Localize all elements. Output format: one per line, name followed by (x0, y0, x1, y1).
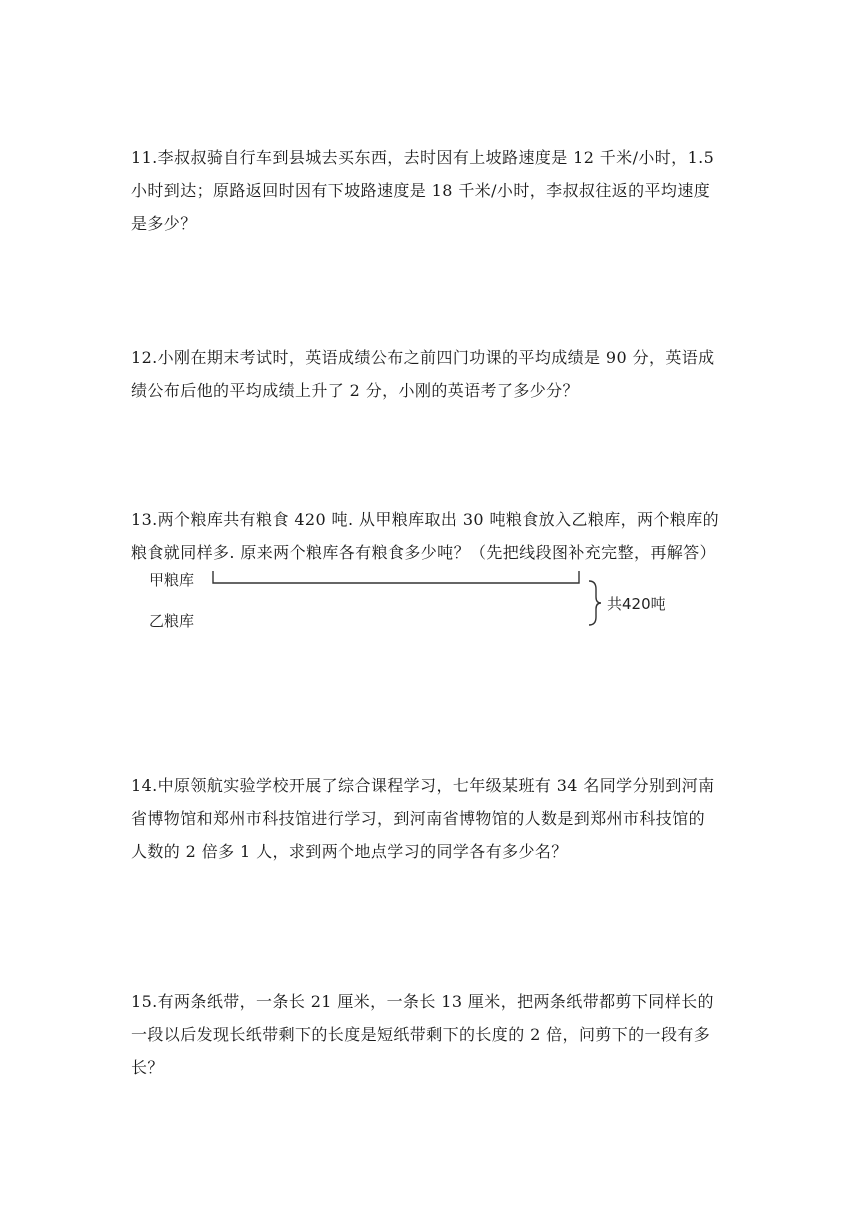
problem-text-line: 小时到达；原路返回时因有下坡路速度是 18 千米/小时，李叔叔往返的平均速度 (131, 181, 711, 200)
total-label: 共420吨 (607, 595, 666, 613)
line-segment-diagram (140, 565, 720, 645)
problem-text-line: 人数的 2 倍多 1 人，求到两个地点学习的同学各有多少名？ (131, 842, 568, 861)
problem-text-line: 12.小刚在期末考试时，英语成绩公布之前四门功课的平均成绩是 90 分，英语成 (131, 348, 715, 367)
problem-11 (131, 141, 731, 240)
problem-text-line: 是多少？ (131, 214, 197, 233)
problem-text-line: 一段以后发现长纸带剩下的长度是短纸带剩下的长度的 2 倍，问剪下的一段有多 (131, 1025, 711, 1044)
granary-a-label: 甲粮库 (149, 571, 195, 589)
problem-text-line: 11.李叔叔骑自行车到县城去买东西，去时因有上坡路速度是 12 千米/小时，1.5 (131, 148, 715, 167)
problem-14 (131, 769, 731, 868)
problem-text-line: 14.中原领航实验学校开展了综合课程学习，七年级某班有 34 名同学分别到河南 (131, 776, 715, 795)
problem-15 (131, 985, 731, 1084)
problem-text-line: 13.两个粮库共有粮食 420 吨. 从甲粮库取出 30 吨粮食放入乙粮库，两个粮库的 (131, 510, 720, 529)
granary-a-segment (213, 571, 579, 583)
problem-text-line: 粮食就同样多. 原来两个粮库各有粮食多少吨？（先把线段图补充完整，再解答） (131, 543, 716, 562)
total-brace (589, 581, 601, 625)
problem-text-line: 绩公布后他的平均成绩上升了 2 分，小刚的英语考了多少分？ (131, 381, 579, 400)
problem-text-line: 省博物馆和郑州市科技馆进行学习，到河南省博物馆的人数是到郑州市科技馆的 (131, 809, 706, 828)
granary-b-label: 乙粮库 (149, 612, 195, 630)
problem-12 (131, 341, 731, 407)
problem-13 (131, 503, 731, 569)
problem-text-line: 15.有两条纸带，一条长 21 厘米，一条长 13 厘米，把两条纸带都剪下同样长的 (131, 992, 714, 1011)
problem-text-line: 长？ (131, 1058, 164, 1077)
